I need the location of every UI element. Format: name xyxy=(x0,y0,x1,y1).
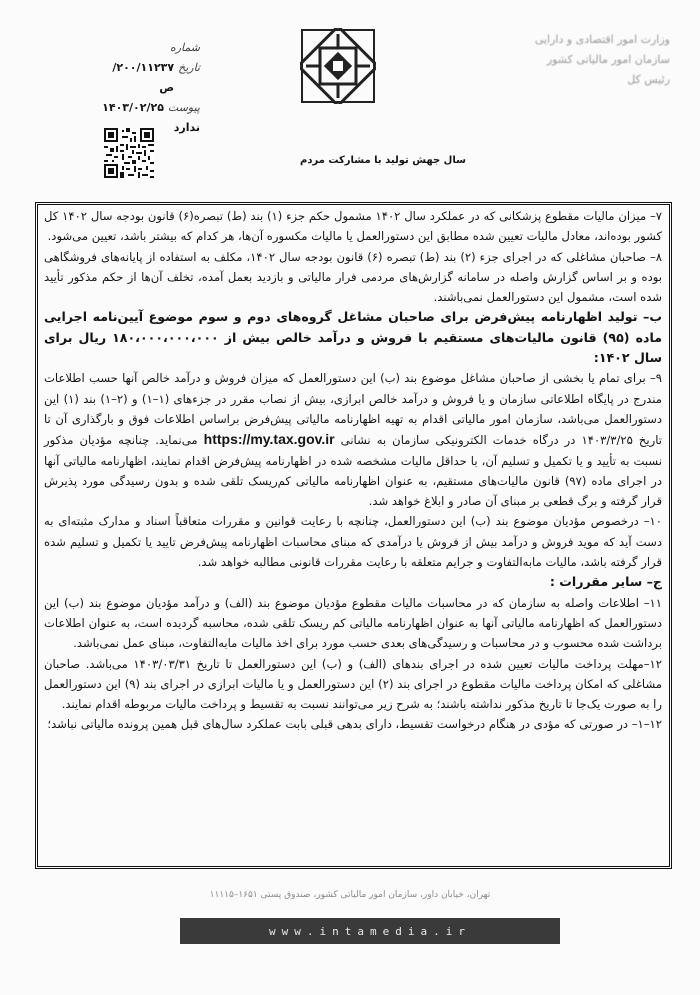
clause-10: ۱۰– درخصوص مؤدیان موضوع بند (ب) این دستورالعمل، چنانچه با رعایت قوانین و مقررات متعاقباً اسناد و مدارک مثبته‌ای به دست آید که موید فروش و درآمد بیش از فروش یا درآمدی که مبنای محاسبات اظهارنامه پیش‌فرض تایید یا تکمیل و تسلیم شده قرار گرفته باشد، مالیات مابه‌التفاوت و جرایم متعلقه با رعایت مقررات قانونی مطالبه خواهد شد. xyxy=(44,514,662,570)
meta-attachment-value: ندارد xyxy=(173,121,200,134)
ministry-line: سازمان امور مالیاتی کشور xyxy=(546,53,670,66)
tax-organization-logo-icon xyxy=(300,28,376,104)
meta-date: تاریخ ۲۰۰/۱۱۲۳۷/ص xyxy=(112,61,200,94)
section-c-heading: ج– سایر مقررات : xyxy=(549,574,662,590)
letterhead xyxy=(0,0,700,200)
section-b-heading: ب– تولید اظهارنامه پیش‌فرض برای صاحبان مشاغل گروه‌های دوم و سوم موضوع آیین‌نامه اجرایی ماده (۹۵) قانون مالیات‌های مستقیم با فروش و درآمد خالص بیش از ۱۸۰،۰۰۰،۰۰۰،۰۰۰ ریال برای سال ۱۴۰۲: xyxy=(44,309,662,366)
clause-8: ۸– صاحبان مشاغلی که در اجرای جزء (۲) بند (ط) تبصره (۶) قانون بودجه سال ۱۴۰۲، مکلف به استفاده از پایانه‌های فروشگاهی بوده و بر اساس گزارش واصله در سامانه گزارش‌های مردمی فرار مالیاتی و بازدید بعمل آمده، تخلف آن‌ها از حکم مذکور تأیید شده است، مشمول این دستورالعمل نمی‌باشند. xyxy=(44,249,662,305)
clause-12: ۱۲–مهلت پرداخت مالیات تعیین شده در اجرای بندهای (الف) و (ب) این دستورالعمل تا تاریخ ۱۴۰۳/۰۳/۳۱ می‌باشد. صاحبان مشاغلی که امکان پرداخت مالیات مقطوع در اجرای بند (۲) این دستورالعمل و یا مالیات ابرازی در اجرای بند (۹) این دستورالعمل را به صورت یک‌جا تا تاریخ مذکور نداشته باشند؛ به شرح زیر می‌توانند نسبت به تقسیط و پرداخت مالیات مربوطه اقدام نمایند. xyxy=(44,656,663,712)
footer-website[interactable]: www.intamedia.ir xyxy=(269,924,471,938)
clause-11: ۱۱– اطلاعات واصله به سازمان که در محاسبات مالیات مقطوع مؤدیان موضوع بند (الف) و درآمد مؤدیان موضوع بند (ب) این دستورالعمل که اظهارنامه مالیاتی آنها به عنوان اظهارنامه مالیاتی کم ریسک تلقی شده، محاسبه گردیده است، به عنوان اطلاعات برداشت شده محسوب و در محاسبات و رسیدگی‌های بعدی حسب مورد برای اخذ مالیات مابه‌التفاوت، مبنای عمل نمی‌باشد. xyxy=(44,595,662,651)
letter-meta xyxy=(100,38,200,138)
letter-body xyxy=(44,206,662,735)
ministry-line: رئیس کل xyxy=(627,73,670,86)
footer-website-bar xyxy=(180,918,560,944)
ministry-line: وزارت امور اقتصادی و دارایی xyxy=(534,33,670,46)
ministry-header-text xyxy=(520,30,670,110)
clause-12-1: ۱۲–۱– در صورتی که مؤدی در هنگام درخواست تقسیط، دارای بدهی قبلی بابت عملکرد سال‌های قبل همین پرونده مالیاتی نباشد؛ xyxy=(47,717,662,732)
tax-portal-link[interactable]: https://my.tax.gov.ir xyxy=(203,431,335,448)
clause-9: ۹– برای تمام یا بخشی از صاحبان مشاغل موضوع بند (ب) این دستورالعمل که میزان فروش و درآمد خالص آنها حسب اطلاعات مندرج در پایگاه اطلاعاتی سازمان و یا فروش و درآمد خالص ابرازی، بیش از نصاب مقرر در جزءهای (۱–۱) و (۲–۱) بند (۱) این دستورالعمل می‌باشد، سازمان امور مالیاتی اقدام به تهیه اظهارنامه مالیاتی پیش‌فرض براساس اطلاعات فوق و بارگذاری آن تا تاریخ ۱۴۰۳/۳/۲۵ در درگاه خدمات الکترونیکی سازمان به نشانی https://my.tax.gov.ir می‌نماید. چنانچه مؤدیان مذکور نسبت به تأیید و یا تکمیل و تسلیم آن، با حداقل مالیات مشخصه شده در اظهارنامه پیش‌فرض اقدام نمایند، اظهارنامه مالیاتی آنها در اجرای ماده (۹۷) قانون مالیات‌های مستقیم، به عنوان اظهارنامه مالیاتی کم‌ریسک تلقی شده و بدون رسیدگی مورد پذیرش قرار گرفته و برگ قطعی بر مبنای آن صادر و ابلاغ خواهد شد. xyxy=(44,371,662,509)
meta-attachment: پیوست ۱۴۰۳/۰۲/۲۵ xyxy=(102,101,200,114)
qr-code-icon xyxy=(104,128,154,178)
meta-number: شماره xyxy=(169,41,200,54)
footer-address: تهران، خیابان داور، سازمان امور مالیاتی کشور، صندوق پستی ۱۶۵۱–۱۱۱۱۵ xyxy=(209,890,491,900)
clause-7: ۷– میزان مالیات مقطوع پزشکانی که در عملکرد سال ۱۴۰۲ مشمول حکم جزء (۱) بند (ط) تبصره(۶) قانون بودجه سال ۱۴۰۲ کل کشور بوده‌اند، معادل مالیات تعیین شده مطابق این دستورالعمل یا مالیات مکسوره آن‌ها، هر کدام که بیشتر باشد، تعیین می‌شود. xyxy=(44,209,662,244)
year-slogan: سال جهش تولید با مشارکت مردم xyxy=(300,155,466,166)
